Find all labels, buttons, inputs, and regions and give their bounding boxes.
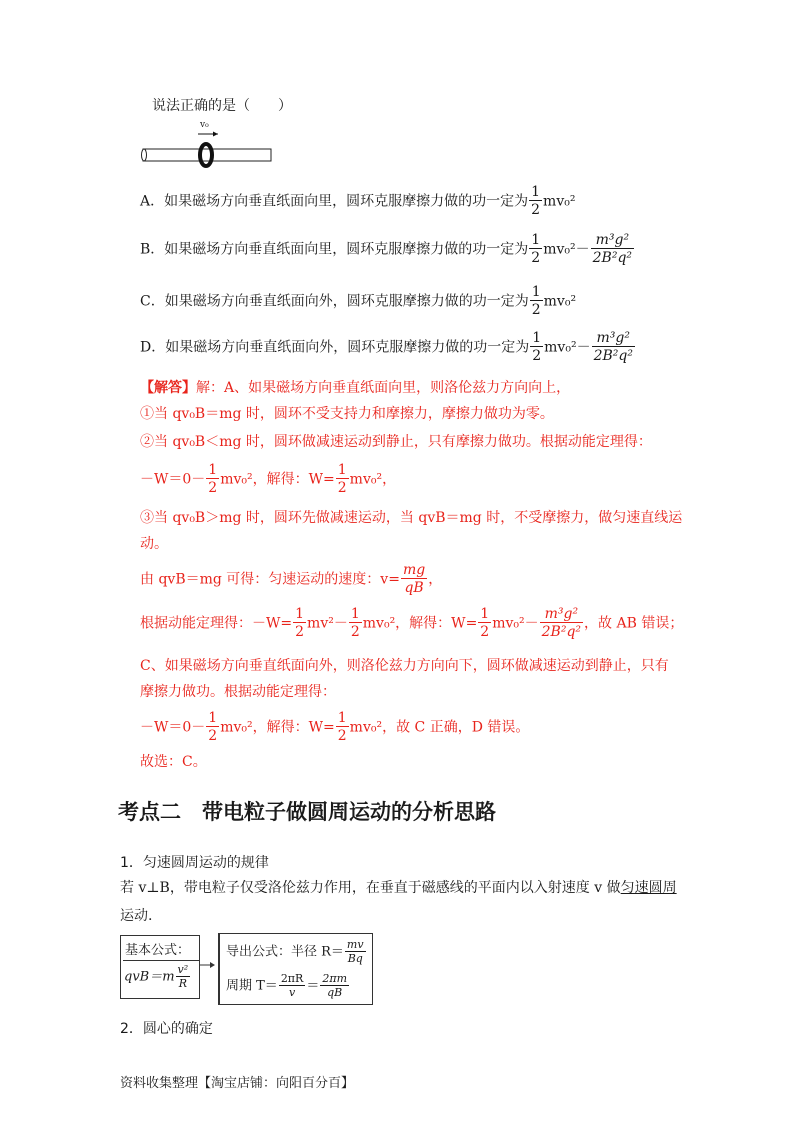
paragraph-2: 运动.: [120, 908, 153, 924]
basic-formula-box: [120, 935, 200, 999]
arrow-connector: [198, 955, 218, 975]
derived-formula-box: [218, 933, 373, 1005]
period-formula: 周期 T＝ $\frac{2\pi R}{v}$ ＝ $\frac{2\pi m}{qB}$: [226, 972, 348, 999]
section-title: 考点二 带电粒子做圆周运动的分析思路: [118, 800, 496, 824]
solution-line-5: ③当 qv₀B＞mg 时，圆环先做减速运动，当 qvB＝mg 时，不受摩擦力，做匀速直线运: [140, 510, 683, 526]
solution-line-11: －W＝0－ $\frac{1}{2}$ mv₀²，解得：W= $\frac{1}{2}$ mv₀²，故 C 正确，D 错误。: [140, 710, 530, 744]
solution-line-10: 摩擦力做功。根据动能定理得：: [140, 684, 336, 700]
solution-line-7: 由 qvB＝mg 可得：匀速运动的速度：v= $\frac{mg}{qB}$ ，: [140, 562, 443, 596]
option-d: D．如果磁场方向垂直纸面向外，圆环克服摩擦力做的功一定为 $\frac{1}{2}$ mv₀²－ $\frac{\text{m³g²}}{\text{2B²q²}}$: [140, 330, 633, 364]
rod-ring-figure: [140, 120, 280, 170]
basic-formula-title: 基本公式：: [125, 943, 191, 958]
option-b: B．如果磁场方向垂直纸面向里，圆环克服摩擦力做的功一定为 $\frac{1}{2}$ mv₀²－ $\frac{\text{m³g²}}{\text{2B²q²}}$: [140, 232, 633, 266]
solution-line-8: 根据动能定理得：－W= $\frac{1}{2}$ mv²－ $\frac{1}{2}$ mv₀²，解得：W= $\frac{1}{2}$ mv₀²－ $\frac{\text{m³g²}}{\text{2B²q²}}$ ，故 AB 错误；: [140, 606, 684, 640]
item-2-heading: 2．圆心的确定: [120, 1021, 213, 1037]
velocity-label: v₀: [200, 120, 209, 130]
solution-line-1: 【解答】解：A、如果磁场方向垂直纸面向里，则洛伦兹力方向向上，: [140, 380, 571, 396]
solution-line-4: －W＝0－ $\frac{1}{2}$ mv₀²，解得：W= $\frac{1}{2}$ mv₀²，: [140, 462, 397, 496]
question-stem: 说法正确的是（ ）: [152, 98, 292, 114]
basic-formula: qvB＝m $\frac{\text{v²}}{R}$: [124, 963, 189, 990]
solution-line-2: ①当 qv₀B＝mg 时，圆环不受支持力和摩擦力，摩擦力做功为零。: [140, 406, 554, 422]
radius-formula: 导出公式：半径 R＝ $\frac{mv}{Bq}$: [226, 938, 364, 965]
solution-line-6: 动。: [140, 536, 168, 552]
solution-line-3: ②当 qv₀B＜mg 时，圆环做减速运动到静止，只有摩擦力做功。根据动能定理得：: [140, 434, 652, 450]
option-a: A．如果磁场方向垂直纸面向里，圆环克服摩擦力做的功一定为 $\frac{1}{2}$ mv₀²: [140, 184, 576, 218]
option-c: C．如果磁场方向垂直纸面向外，圆环克服摩擦力做的功一定为 $\frac{1}{2}$ mv₀²: [140, 284, 577, 318]
paragraph-1: 若 v⊥B，带电粒子仅受洛伦兹力作用，在垂直于磁感线的平面内以入射速度 v 做匀速圆周: [120, 880, 677, 896]
footer-note: 资料收集整理【淘宝店铺：向阳百分百】: [120, 1076, 355, 1091]
solution-line-9: C、如果磁场方向垂直纸面向外，则洛伦兹力方向向下，圆环做减速运动到静止，只有: [140, 658, 669, 674]
solution-tag: 【解答】: [140, 380, 196, 396]
item-1-heading: 1．匀速圆周运动的规律: [120, 855, 269, 871]
solution-line-12: 故选：C。: [140, 754, 207, 770]
